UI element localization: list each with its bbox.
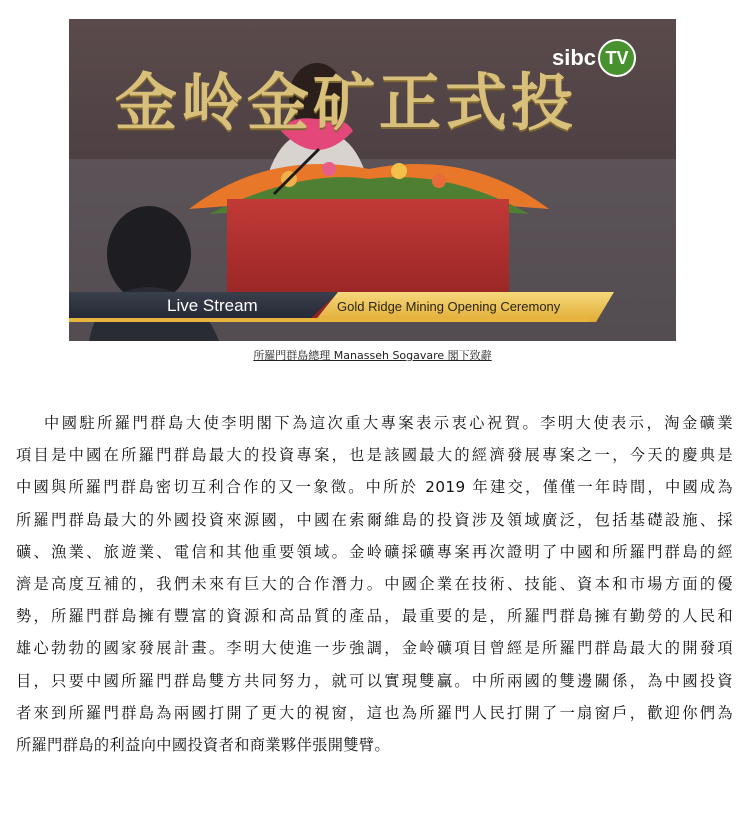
event-label: Gold Ridge Mining Opening Ceremony [337,299,561,314]
paragraph-line: 礦、漁業、旅遊業、電信和其他重要領域。金岭礦採礦專案再次證明了中國和所羅門群島的經 [16,542,733,561]
paragraph-line: 目，只要中國所羅門群島雙方共同努力，就可以實現雙贏。中所兩國的雙邊關係，為中國投資 [16,671,733,690]
paragraph-line: 者來到所羅門群島為兩國打開了更大的視窗，這也為所羅門人民打開了一扇窗戶，歡迎你們為 [16,703,733,722]
live-stream-label: Live Stream [167,296,258,315]
paragraph-line: 中國駐所羅門群島大使李明閣下為這次重大專案表示衷心祝賀。李明大使表示，淘金礦業 [44,414,733,432]
tv-badge: TV [598,39,636,77]
paragraph-line: 所羅門群島最大的外國投資來源國，中國在索爾維島的投資涉及領域廣泛，包括基礎設施、採 [16,510,733,529]
photo-caption: 所羅門群島總理 Manasseh Sogavare 閣下致辭 [253,349,492,362]
banner-text: 金岭金矿正式投 [115,66,578,139]
sibc-tv-logo [552,39,636,77]
paragraph-line: 雄心勃勃的國家發展計畫。李明大使進一步強調，金岭礦項目曾經是所羅門群島最大的開發項 [16,639,733,658]
paragraph-line: 中國與所羅門群島密切互利合作的又一象徵。中所於 2019 年建交，僅僅一年時間，中國成為 [16,478,733,497]
paragraph-line: 項目是中國在所羅門群島最大的投資專案，也是該國最大的經濟發展專案之一，今天的慶典是 [16,446,733,465]
paragraph-line: 所羅門群島的利益向中國投資者和商業夥伴張開雙臂。 [16,736,391,755]
paragraph-line: 勢，所羅門群島擁有豐富的資源和高品質的產品，最重要的是，所羅門群島擁有勤勞的人民和 [16,607,733,626]
logo-word: sibc [551,45,596,70]
article-paragraph [16,407,733,761]
paragraph-line: 濟是高度互補的，我們未來有巨大的合作潛力。中國企業在技術、技能、資本和市場方面的優 [16,575,733,594]
lower-third [69,292,676,322]
ceremony-photo [69,19,676,341]
lower-third-stripe [69,318,589,322]
